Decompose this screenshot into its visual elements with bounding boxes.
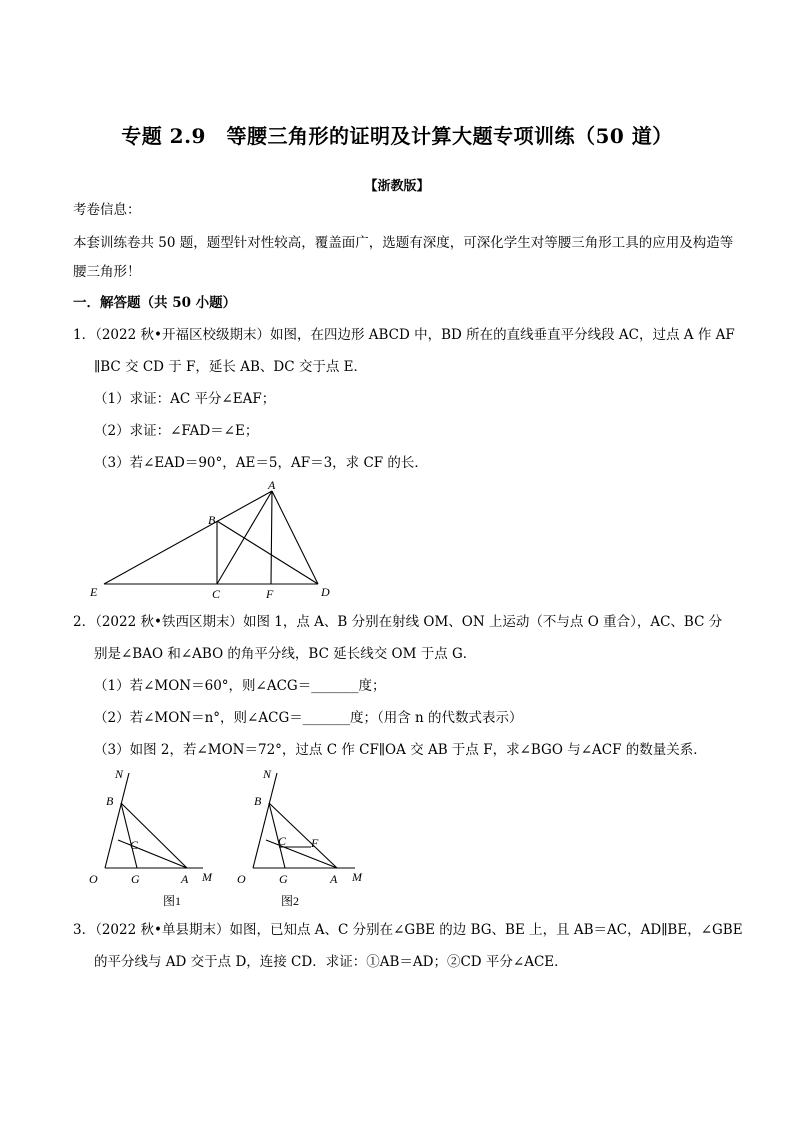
fig2-caption: 图2 xyxy=(281,894,300,908)
fig1-label-N: N xyxy=(115,767,124,781)
q1-figure xyxy=(80,478,350,603)
q1-label-C: C xyxy=(212,587,221,601)
q1-label-F: F xyxy=(266,587,274,601)
q1-line2: ∥BC 交 CD 于 F，延长 AB、DC 交于点 E． xyxy=(94,359,367,375)
q2-part1: （1）若∠MON＝60°，则∠ACG＝_______度； xyxy=(94,678,386,694)
q1-part2: （2）求证：∠FAD＝∠E； xyxy=(94,423,259,439)
fig1-label-G: G xyxy=(131,872,140,886)
edition-label: 【浙教版】 xyxy=(364,179,430,194)
fig2-label-C: C xyxy=(278,834,287,848)
page-title: 专题 2.9 等腰三角形的证明及计算大题专项训练（50 道） xyxy=(121,124,673,148)
q2-part2: （2）若∠MON＝n°，则∠ACG＝_______度；（用含 n 的代数式表示） xyxy=(94,710,523,726)
fig2-label-M: M xyxy=(352,870,362,884)
fig1-label-M: M xyxy=(202,870,212,884)
q3-line1: 3．（2022 秋•单县期末）如图，已知点 A、C 分别在∠GBE 的边 BG、BE 上，且 AB＝AC，AD∥BE，∠GBE xyxy=(73,922,743,938)
fig1-caption: 图1 xyxy=(163,894,182,908)
fig2-label-B: B xyxy=(254,794,262,808)
intro-text-line1: 本套训练卷共 50 题，题型针对性较高，覆盖面广，选题有深度，可深化学生对等腰三角形工具的应用及构造等 xyxy=(73,235,734,251)
q2-line1: 2．（2022 秋•铁西区期末）如图 1，点 A、B 分别在射线 OM、ON 上运动（不与点 O 重合），AC、BC 分 xyxy=(73,614,723,630)
q1-label-E: E xyxy=(90,585,98,599)
q2-figure1 xyxy=(85,765,215,910)
q1-part1: （1）求证：AC 平分∠EAF； xyxy=(94,391,276,407)
q1-line1: 1．（2022 秋•开福区校级期末）如图，在四边形 ABCD 中，BD 所在的直线垂直平分线段 AC，过点 A 作 AF xyxy=(73,327,735,343)
intro-label: 考卷信息： xyxy=(73,202,141,218)
fig2-label-O: O xyxy=(237,872,246,886)
q1-part3: （3）若∠EAD＝90°，AE＝5，AF＝3，求 CF 的长． xyxy=(94,455,428,471)
fig2-label-A: A xyxy=(330,872,338,886)
q2-part3: （3）如图 2，若∠MON＝72°，过点 C 作 CF∥OA 交 AB 于点 F，求∠BGO 与∠ACF 的数量关系． xyxy=(94,742,707,758)
section-heading: 一．解答题（共 50 小题） xyxy=(73,295,237,311)
q2-figure2 xyxy=(233,765,368,910)
q1-label-B: B xyxy=(208,513,216,527)
fig1-label-O: O xyxy=(89,872,98,886)
fig1-label-C: C xyxy=(130,838,139,852)
q1-line-AC xyxy=(217,491,272,584)
fig2-label-N: N xyxy=(263,767,272,781)
q3-line2: 的平分线与 AD 交于点 D，连接 CD．求证：①AB＝AD；②CD 平分∠ACE． xyxy=(94,954,568,970)
q1-label-A: A xyxy=(268,478,276,492)
intro-text-line2: 腰三角形！ xyxy=(73,264,141,280)
fig2-label-G: G xyxy=(279,872,288,886)
q1-line-AF xyxy=(271,491,272,584)
q2-line2: 别是∠BAO 和∠ABO 的角平分线，BC 延长线交 OM 于点 G． xyxy=(94,646,477,662)
fig2-label-F: F xyxy=(311,836,319,850)
fig1-label-A: A xyxy=(181,872,189,886)
q1-label-D: D xyxy=(321,585,330,599)
fig1-label-B: B xyxy=(106,794,114,808)
q1-line-EA xyxy=(104,491,272,584)
